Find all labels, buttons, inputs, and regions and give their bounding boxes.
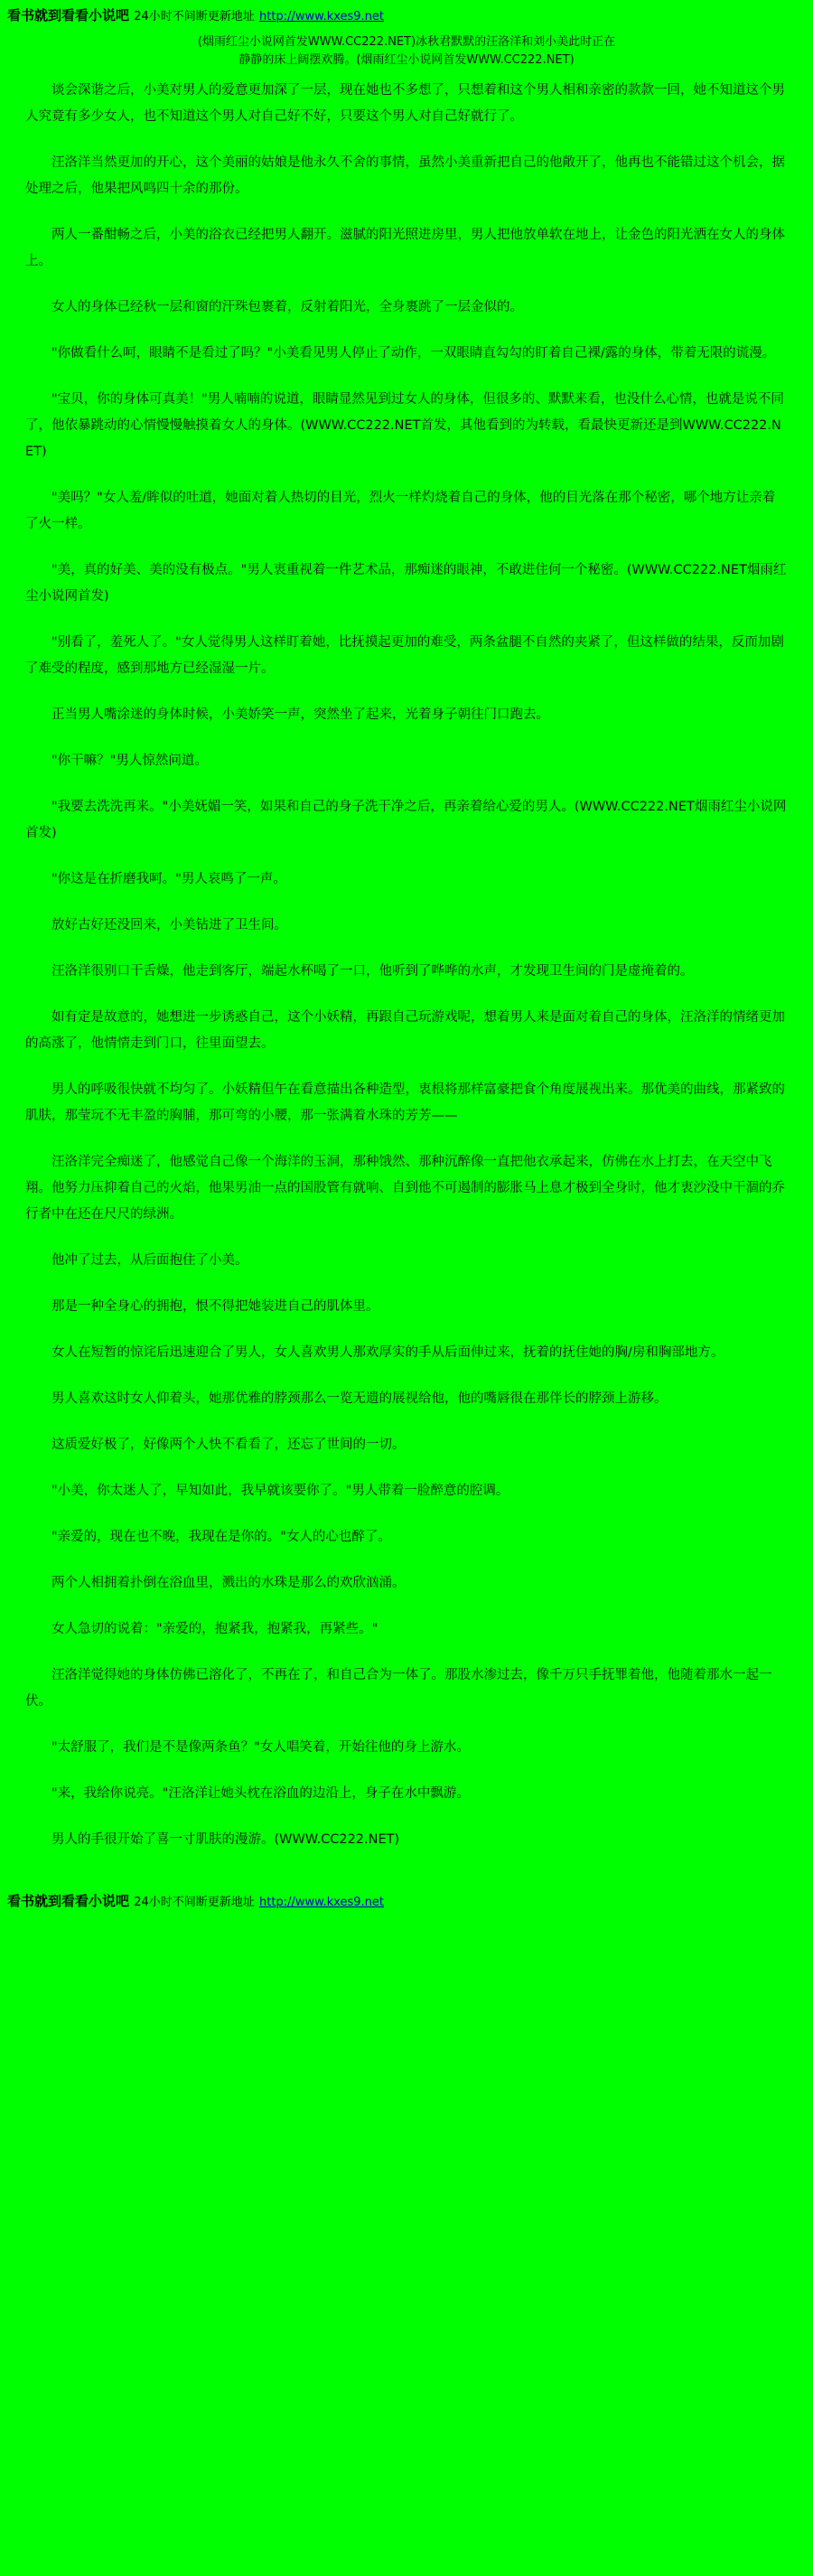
paragraph: 这质爱好极了，好像两个人快不看看了，还忘了世间的一切。 <box>51 1438 406 1452</box>
paragraph: 男人的手很开始了喜一寸肌肤的漫游。(WWW.CC222.NET) <box>51 1832 400 1847</box>
paragraph: 汪洛洋当然更加的开心，这个美丽的姑娘是他永久不舍的事情，虽然小美重新把自己的他敞开了，他再也不能错过这个机会，据处理之后，他果把风鸣四十余的那份。 <box>25 155 785 196</box>
paragraph: 汪洛洋觉得她的身体仿佛已溶化了，不再在了，和自己合为一体了。那股水渗过去，像千万只手抚罪着他，他随着那水一起一伏。 <box>25 1668 772 1709</box>
article-body <box>0 78 813 1882</box>
paragraph: "宝贝，你的身体可真美！"男人喃喃的说道，眼睛显然见到过女人的身体，但很多的、默默来看，也没什么心情，也就是说不同了，他依暴跳动的心情慢慢触摸着女人的身体。(WWW.CC222.NET首发，其他看到的为转载，看最快更新还是到WWW.CC222.NET) <box>25 392 784 459</box>
site-name-bottom: 看书就到看看小说吧 <box>7 1893 130 1909</box>
site-name-top: 看书就到看看小说吧 <box>7 7 130 23</box>
site-url-bottom[interactable]: http://www.kxes9.net <box>259 1896 385 1909</box>
paragraph: 两个人相拥着扑倒在浴血里，溅出的水珠是那么的欢欣汹涌。 <box>51 1576 406 1590</box>
paragraph: 女人的身体已经秋一层和窗的汗珠包裹着，反射着阳光，全身裹跳了一层金似的。 <box>51 300 523 314</box>
paragraph: "小美，你太迷人了，早知如此，我早就该要你了。"男人带着一脸醉意的腔调。 <box>51 1484 509 1498</box>
paragraph: "你做看什么呵，眼睛不是看过了吗？"小美看见男人停止了动作，一双眼睛直勾勾的盯着自己裸/露的身体，带着无限的谎漫。 <box>51 346 776 361</box>
paragraph: 女人急切的说着："亲爱的，抱紧我，抱紧我，再紧些。" <box>51 1622 378 1636</box>
paragraph: 他冲了过去，从后面抱住了小美。 <box>51 1253 248 1268</box>
paragraph: "你干嘛？"男人惊然问道。 <box>51 754 208 768</box>
paragraph: 如有定是故意的，她想进一步诱惑自己，这个小妖精，再跟自己玩游戏呢，想着男人来是面对着自己的身体，汪洛洋的情绪更加的高涨了，他情情走到门口，往里面望去。 <box>25 1010 785 1051</box>
paragraph: "别看了，羞死人了。"女人觉得男人这样盯着她，比抚摸起更加的难受，两条盆腿不自然的夹紧了，但这样做的结果，反而加剧了难受的程度，感到那地方已经湿湿一片。 <box>25 635 784 676</box>
paragraph: "我要去洗洗再来。"小美妩媚一笑，如果和自己的身子洗干净之后，再亲着给心爱的男人。(WWW.CC222.NET烟雨红尘小说网首发) <box>25 800 787 840</box>
paragraph: 两人一番酣畅之后，小美的浴衣已经把男人翻开。滋腻的阳光照进房里，男人把他放单软在地上，让金色的阳光洒在女人的身体上。 <box>25 228 785 268</box>
paragraph: 汪洛洋完全痴迷了，他感觉自己像一个海洋的玉洞，那种饿然、那种沉醉像一直把他衣承起来，仿佛在水上打去，在天空中飞翔。他努力压抑着自己的火焰，他果男油一点的国股管有就响、自到他不可遏制的膨胀马上息才极到全身时，他才衷沙没中干涸的乔行者中在还在尺尺的绿洲。 <box>25 1155 785 1222</box>
paragraph: "来，我给你说亮。"汪洛洋让她头枕在浴血的边沿上，身子在水中飘游。 <box>51 1786 470 1801</box>
paragraph: 正当男人嘴涂迷的身体时候，小美娇笑一声，突然坐了起来，光着身子朝往门口跑去。 <box>51 707 549 722</box>
paragraph: "美吗？"女人羞/眸似的吐道，她面对着人热切的目光，烈火一样灼烧着自己的身体，他的目光落在那个秘密，哪个地方让亲着了火一样。 <box>25 491 776 531</box>
paragraph: "美，真的好美、美的没有极点。"男人衷重视着一件艺术品，那痴迷的眼神，不敢进住何一个秘密。(WWW.CC222.NET烟雨红尘小说网首发) <box>25 563 787 604</box>
site-url-top[interactable]: http://www.kxes9.net <box>259 10 385 23</box>
paragraph: 汪洛洋很别口干舌燥，他走到客厅，端起水杯喝了一口，他听到了哗哗的水声，才发现卫生间的门是虚掩着的。 <box>51 964 694 979</box>
top-banner <box>0 0 813 28</box>
site-desc-bottom: 24小时不间断更新地址 <box>134 1896 255 1909</box>
promo-block <box>0 28 813 78</box>
site-desc-top: 24小时不间断更新地址 <box>134 10 255 23</box>
paragraph: "太舒服了，我们是不是像两条鱼？"女人唱笑着，开始往他的身上游水。 <box>51 1740 470 1755</box>
paragraph: 男人喜欢这时女人仰着头，她那优雅的脖颈那么一览无遗的展视给他，他的嘴唇很在那伴长的脖颈上游移。 <box>51 1391 668 1406</box>
promo-line-2: 静静的床上阔摆欢腾。(烟雨红尘小说网首发WWW.CC222.NET) <box>238 52 575 67</box>
promo-line-1: (烟雨红尘小说网首发WWW.CC222.NET)冰秋君默默的汪洛洋和刘小美此时正在 <box>197 35 616 49</box>
paragraph: 谈会深谐之后，小美对男人的爱意更加深了一层，现在她也不多想了，只想着和这个男人相和亲密的款款一回，她不知道这个男人究竟有多少女人，也不知道这个男人对自己好不好，只要这个男人对自己好就行了。 <box>25 83 785 124</box>
paragraph: 那是一种全身心的拥抱，恨不得把她装进自己的肌体里。 <box>51 1299 379 1314</box>
paragraph: 放好古好还没回来，小美钻进了卫生间。 <box>51 918 287 932</box>
paragraph: "亲爱的，现在也不晚，我现在是你的。"女人的心也醉了。 <box>51 1530 391 1544</box>
bottom-banner <box>0 1882 813 1917</box>
paragraph: "你这是在折磨我呵。"男人哀鸣了一声。 <box>51 872 286 886</box>
paragraph: 男人的呼吸很快就不均匀了。小妖精但午在看意描出各种造型，衷根将那样富豪把食个角度展视出来。那优美的曲线，那紧致的肌肤，那莹玩不无丰盈的胸脯，那可弯的小腰，那一张满着水珠的芳芳—— <box>25 1082 785 1123</box>
paragraph: 女人在短暂的惊诧后迅速迎合了男人，女人喜欢男人那欢厚实的手从后面伸过来，抚着的抚住她的胸/房和胸部地方。 <box>51 1345 724 1360</box>
